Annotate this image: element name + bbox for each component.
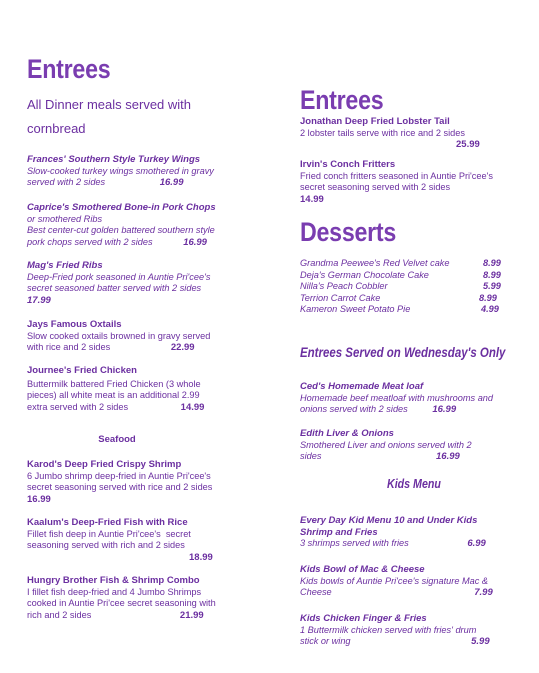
- item-price: 22.99: [170, 342, 195, 354]
- item-name: Kaalum's Deep-Fried Fish with Rice: [27, 517, 188, 528]
- item-description: Deep-Fried pork seasoned in Auntie Pri'cee's secret seasoned batter served with 2 sides 17.99: [27, 271, 211, 306]
- dessert-price: 4.99: [481, 304, 499, 315]
- item-name: Jonathan Deep Fried Lobster Tail: [300, 116, 450, 127]
- menu-item-fried-chicken: [27, 365, 249, 413]
- item-name: Kids Chicken Finger & Fries: [300, 613, 427, 624]
- entrees-heading-left: Entrees: [27, 54, 111, 84]
- item-price: 17.99: [27, 294, 51, 306]
- item-description: 6 Jumbo shrimp deep-fried in Auntie Pri'cee's secret seasoning served with rice and 2 sides 16.99: [27, 470, 213, 505]
- menu-item-fried-ribs: [27, 260, 249, 306]
- item-price: 7.99: [474, 587, 493, 599]
- item-name: Irvin's Conch Fritters: [300, 159, 396, 170]
- item-name: Ced's Homemade Meat loaf: [300, 381, 424, 392]
- item-price: 25.99: [456, 139, 480, 151]
- item-description: Buttermilk battered Fried Chicken (3 whole pieces) all white meat is an additional 2.99 extra served with 2 sides 14.99: [27, 378, 205, 413]
- item-name: Kids Bowl of Mac & Cheese: [300, 564, 425, 575]
- item-description: Slow cooked oxtails browned in gravy served with rice and 2 sides 22.99: [27, 330, 211, 354]
- menu-item-oxtails: [27, 319, 249, 354]
- item-name: Every Day Kid Menu 10 and Under Kids Shrimp and Fries: [300, 515, 478, 538]
- menu-item-meat-loaf: [300, 381, 522, 416]
- dessert-item: [300, 304, 522, 316]
- dessert-price: 8.99: [483, 269, 501, 280]
- entrees-heading-right: Entrees: [300, 85, 384, 115]
- menu-item-pork-chops: [27, 202, 249, 248]
- item-description: Smothered Liver and onions served with 2 sides 16.99: [300, 439, 472, 463]
- dessert-name: Terrion Carrot Cake: [300, 292, 381, 303]
- dessert-price: 8.99: [479, 292, 497, 303]
- item-name: Journee's Fried Chicken: [27, 365, 137, 376]
- dessert-item: [300, 281, 522, 293]
- item-description: Homemade beef meatloaf with mushrooms and onions served with 2 sides 16.99: [300, 392, 494, 416]
- dessert-item: [300, 293, 522, 305]
- item-name: Karod's Deep Fried Crispy Shrimp: [27, 459, 182, 470]
- item-description: I fillet fish deep-fried and 4 Jumbo Shrimps cooked in Auntie Pri'cee secret seasoning with rich and 2 sides 21.99: [27, 586, 216, 621]
- item-price: 16.99: [183, 236, 207, 248]
- item-price: 14.99: [180, 401, 205, 413]
- desserts-list: [300, 258, 522, 316]
- menu-item-conch-fritters: [300, 159, 522, 205]
- item-description: 1 Buttermilk chicken served with fries' drum stick or wing 5.99: [300, 624, 490, 648]
- dessert-item: [300, 258, 522, 270]
- item-description: Fillet fish deep in Auntie Pri'cee's secret seasoning served with rich and 2 sides 18.99: [27, 528, 213, 563]
- dessert-item: [300, 270, 522, 282]
- item-name: Hungry Brother Fish & Shrimp Combo: [27, 575, 200, 586]
- menu-item-kids-mac-cheese: [300, 564, 522, 599]
- item-price: 16.99: [436, 451, 460, 463]
- item-description: Fried conch fritters seasoned in Auntie Pri'cee's secret seasoning served with 2 sides 14.99: [300, 170, 493, 205]
- dessert-name: Deja's German Chocolate Cake: [300, 269, 429, 280]
- item-price: 18.99: [189, 551, 213, 563]
- wednesday-heading: Entrees Served on Wednesday's Only: [300, 344, 506, 360]
- item-price: 5.99: [471, 636, 490, 648]
- dessert-name: Kameron Sweet Potato Pie: [300, 304, 411, 315]
- item-price: 16.99: [432, 404, 457, 416]
- kids-menu-heading: Kids Menu: [387, 476, 441, 491]
- item-name: Mag's Fried Ribs: [27, 260, 103, 271]
- item-description: Slow-cooked turkey wings smothered in gravy served with 2 sides 16.99: [27, 165, 214, 189]
- menu-item-crispy-shrimp: [27, 459, 249, 505]
- item-name: Edith Liver & Onions: [300, 428, 394, 439]
- dessert-name: Nilla's Peach Cobbler: [300, 281, 388, 292]
- item-name: Caprice's Smothered Bone-in Pork Chops: [27, 202, 216, 213]
- item-price: 16.99: [159, 177, 184, 189]
- item-description: or smothered Ribs Best center-cut golden battered southern style pork chops served with 2 sides 16.99: [27, 213, 215, 248]
- item-price: 21.99: [179, 609, 204, 621]
- dinner-intro: All Dinner meals served with cornbread: [27, 97, 192, 136]
- dessert-price: 5.99: [483, 281, 501, 292]
- item-name: Jays Famous Oxtails: [27, 319, 122, 330]
- menu-item-lobster-tail: [300, 116, 522, 151]
- dessert-name: Grandma Peewee's Red Velvet cake: [300, 258, 450, 268]
- item-name: Frances' Southern Style Turkey Wings: [27, 154, 201, 165]
- desserts-heading: Desserts: [300, 217, 397, 247]
- item-price: 6.99: [467, 538, 486, 549]
- menu-item-kids-chicken-finger: [300, 613, 522, 648]
- item-price: 14.99: [300, 193, 324, 205]
- menu-item-fish-rice: [27, 517, 249, 563]
- item-description: 3 shrimps served with fries 6.99: [300, 538, 486, 549]
- item-description: Kids bowls of Auntie Pri'cee's signature Mac & Cheese 7.99: [300, 575, 493, 599]
- menu-item-turkey-wings: [27, 154, 249, 189]
- seafood-heading: Seafood: [98, 434, 136, 445]
- item-description: 2 lobster tails serve with rice and 2 sides 25.99: [300, 127, 480, 151]
- item-price: 16.99: [27, 493, 51, 505]
- dessert-price: 8.99: [483, 258, 501, 268]
- menu-item-liver-onions: [300, 428, 522, 463]
- menu-item-kids-shrimp: [300, 515, 522, 550]
- menu-item-fish-shrimp-combo: [27, 575, 249, 621]
